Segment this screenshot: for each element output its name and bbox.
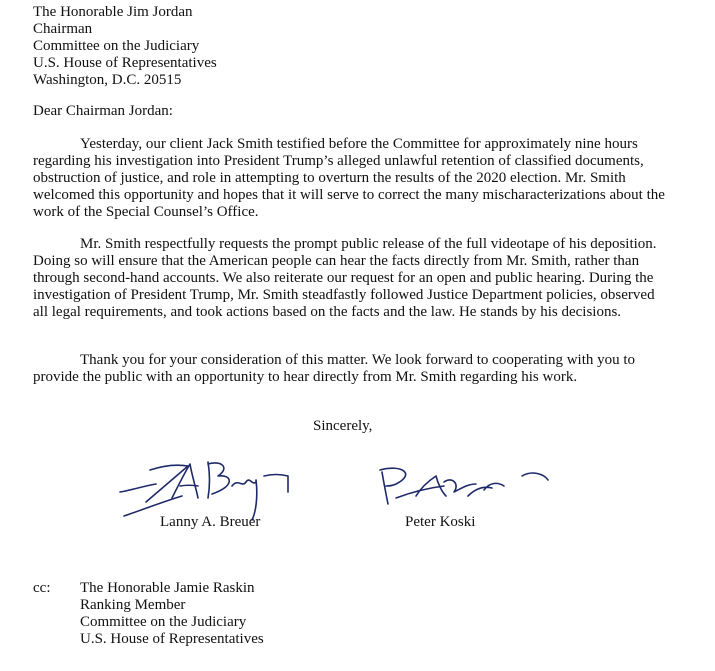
recipient-title: Chairman — [33, 21, 93, 37]
recipient-committee: Committee on the Judiciary — [33, 38, 200, 54]
signatory-name-breuer: Lanny A. Breuer — [160, 514, 261, 530]
body-paragraph-1: Yesterday, our client Jack Smith testified before the Committee for approximately nine hours regarding his investigation into President Trump’s alleged unlawful retention of classified documents, obstruction of justice, and role in attempting to overturn the results of the 2020 election. Mr. Smith welcomed this opportunity and hopes that it will serve to correct the many mischaracterizations about the work of the Special Counsel’s Office. — [33, 136, 665, 220]
signatory-name-koski: Peter Koski — [405, 514, 476, 530]
cc-recipient-committee: Committee on the Judiciary — [80, 614, 247, 630]
cc-label: cc: — [33, 580, 51, 596]
recipient-city: Washington, D.C. 20515 — [33, 72, 182, 88]
cc-recipient-house: U.S. House of Representatives — [80, 631, 264, 647]
recipient-name: The Honorable Jim Jordan — [33, 4, 193, 20]
signature-koski — [372, 462, 557, 512]
salutation: Dear Chairman Jordan: — [33, 103, 173, 119]
body-paragraph-3: Thank you for your consideration of this matter. We look forward to cooperating with you to provide the public with an opportunity to hear directly from Mr. Smith regarding his work. — [33, 352, 636, 385]
closing: Sincerely, — [313, 418, 373, 434]
recipient-house: U.S. House of Representatives — [33, 55, 217, 71]
cc-recipient-name: The Honorable Jamie Raskin — [80, 580, 255, 596]
cc-recipient-title: Ranking Member — [80, 597, 186, 613]
body-paragraph-2: Mr. Smith respectfully requests the prompt public release of the full videotape of his deposition. Doing so will ensure that the American people can hear the facts directly from Mr. Smith, rather than through second-hand accounts. We also reiterate our request for an open and public hearing. During the investigation of President Trump, Mr. Smith steadfastly followed Justice Department policies, observed all legal requirements, and took actions based on the facts and the law. He stands by his decisions. — [33, 236, 657, 320]
